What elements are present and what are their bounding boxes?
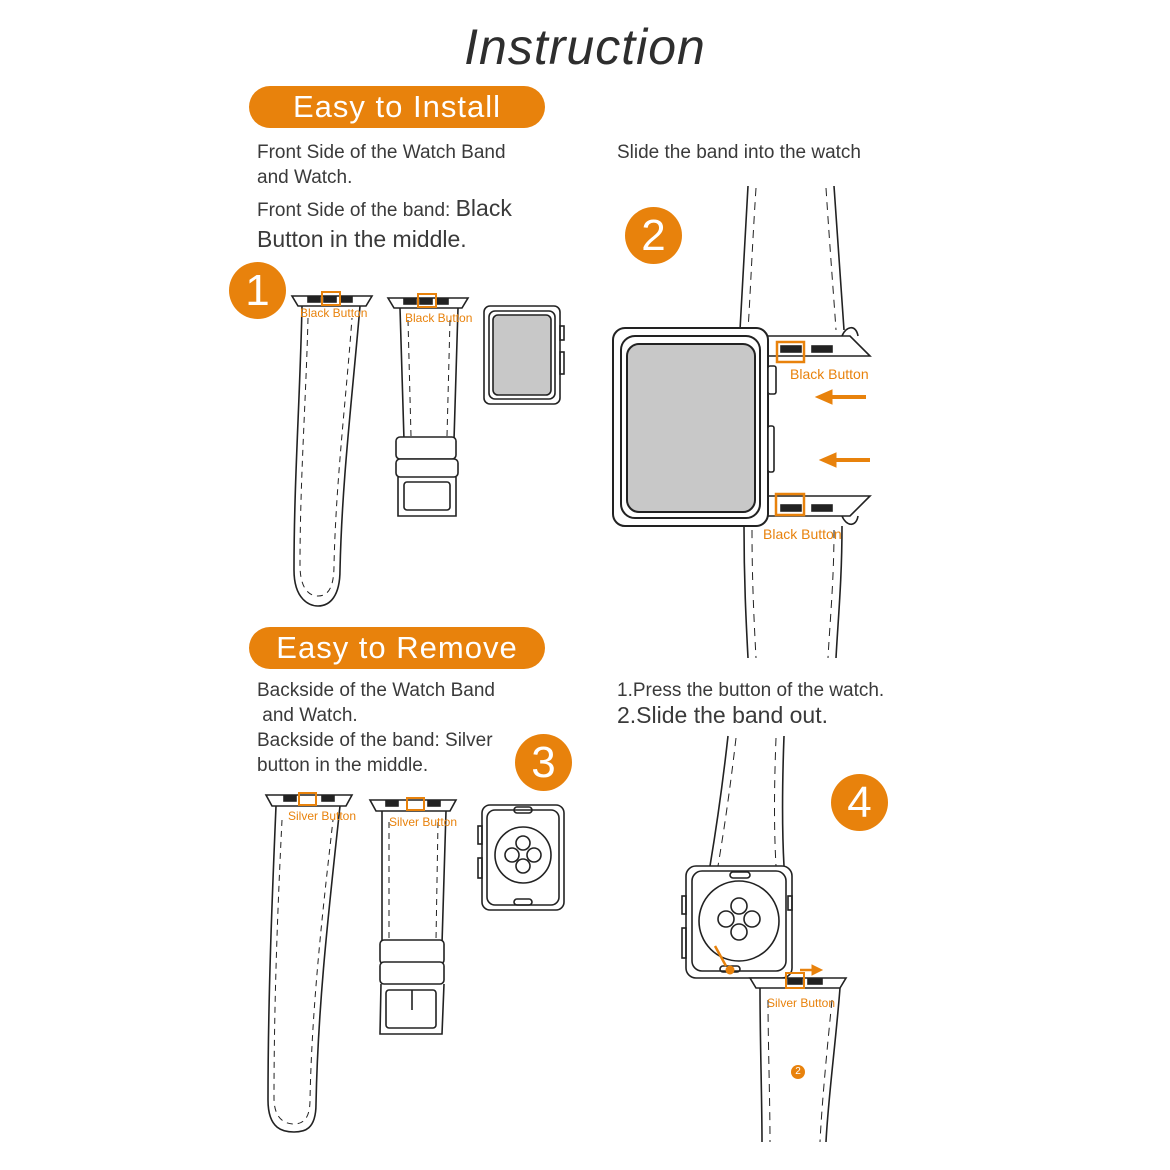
long-band-front: [292, 296, 372, 606]
install-band-prefix: Front Side of the band:: [257, 200, 456, 221]
remove-back-line2: and Watch.: [257, 705, 358, 726]
step-4-badge: 4: [831, 774, 888, 831]
remove-step-line2: 2.Slide the band out.: [617, 702, 828, 728]
remove-band-line2: button in the middle.: [257, 755, 429, 776]
remove-step-line1: 1.Press the button of the watch.: [617, 680, 885, 701]
step4-watch-back: [682, 866, 792, 978]
black-button-label-1: Black Button: [300, 306, 368, 320]
install-front-line2: and Watch.: [257, 167, 353, 188]
remove-header: Easy to Remove: [249, 627, 545, 669]
black-button-label-2: Black Button: [405, 311, 473, 325]
install-slide-text: Slide the band into the watch: [617, 142, 862, 163]
silver-button-label-3: Silver Button: [767, 996, 836, 1010]
black-button-label-3: Black Button: [790, 366, 869, 382]
small-watch-back: [478, 805, 564, 910]
install-header: Easy to Install: [249, 86, 545, 128]
black-button-label-4: Black Button: [763, 526, 842, 542]
remove-back-line1: Backside of the Watch Band: [257, 680, 495, 701]
install-front-line1: Front Side of the Watch Band: [257, 142, 506, 163]
install-band-emph2: Button in the middle.: [257, 226, 467, 252]
step4-band-top: [710, 736, 784, 866]
step-2-badge: 2: [625, 207, 682, 264]
small-watch-front: [484, 306, 564, 404]
inline-step-2-badge: 2: [791, 1065, 805, 1079]
silver-button-label-1: Silver Button: [288, 809, 357, 823]
buckle-band-front: [388, 298, 468, 516]
install-band-emph1: Black: [455, 195, 512, 221]
remove-band-line1: Backside of the band: Silver: [257, 730, 493, 751]
step2-watch: [613, 328, 776, 526]
step-1-badge: 1: [229, 262, 286, 319]
step-3-badge: 3: [515, 734, 572, 791]
slide-arrows-icon: [816, 390, 870, 467]
buckle-band-back: [370, 800, 456, 1034]
silver-button-label-2: Silver Button: [389, 815, 458, 829]
page-title: Instruction: [464, 19, 706, 75]
long-band-back: [266, 795, 352, 1132]
